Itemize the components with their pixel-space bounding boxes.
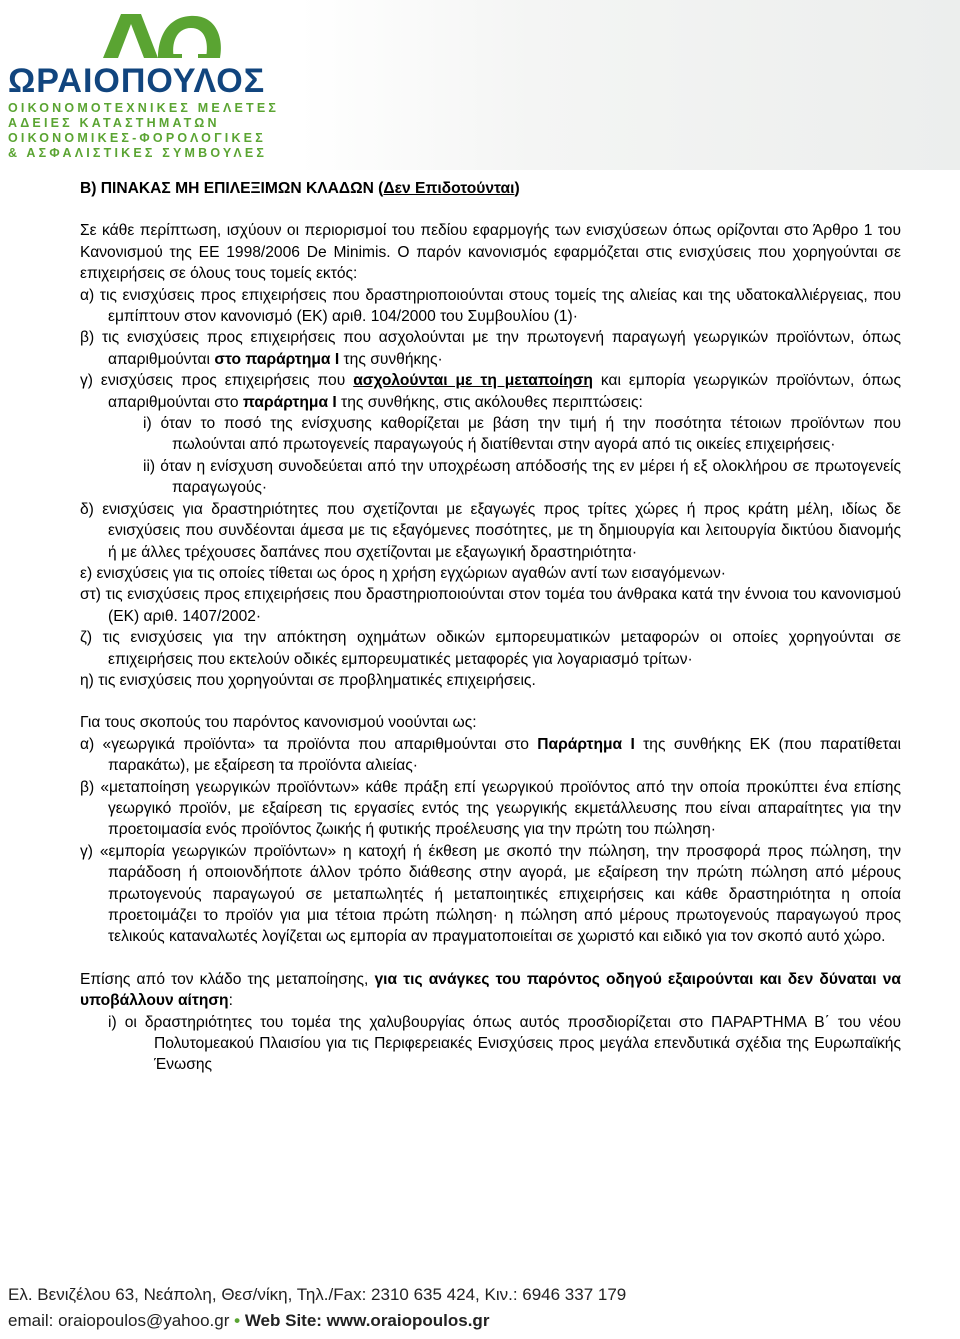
exclusion-c-bold: παράρτημα Ι <box>242 393 337 411</box>
exclusion-b-bold: στο παράρτημα Ι <box>214 350 340 368</box>
also-paragraph <box>80 969 901 1012</box>
footer-bullet: • <box>234 1311 241 1330</box>
exclusion-b <box>80 327 901 370</box>
exclusion-st: στ) τις ενισχύσεις προς επιχειρήσεις που δραστηριοποιούνται στον τομέα του άνθρακα κατά την έννοια του κανονισμού (ΕΚ) αριθ. 1407/2002· <box>80 586 901 625</box>
footer-email: email: oraiopoulos@yahoo.gr <box>8 1311 230 1330</box>
exclusion-c-end: της συνθήκης, στις ακόλουθες περιπτώσεις: <box>336 393 643 411</box>
definition-a-end: της συνθήκης ΕΚ (που παρατίθεται παρακάτω), με εξαίρεση τα προϊόντα αλιείας· <box>108 735 901 775</box>
definition-c: γ) «εμπορία γεωργικών προϊόντων» η κατοχή ή έκθεση με σκοπό την πώληση, την προσφορά προς πώληση, την παράδοση ή οποιονδήποτε άλλον τρόπο διάθεσης στην αγορά, με εξαίρεση την πρώτη πώληση από μέρους πρωτογενούς παραγωγού σε μεταπωλητές ή μεταποιητικές επιχειρήσεις και κάθε δραστηριότητα η οποία προετοιμάζει το προϊόν για μια τέτοια πρώτη πώληση· η πώληση από μέρους πρωτογενούς παραγωγού προς τελικούς καταναλωτές λογίζεται ως εμπορία αν πραγματοποιείται σε χωριστό και ειδικό για τον σκοπό αυτό χώρο. <box>80 842 901 946</box>
definition-a-bold: Παράρτημα Ι <box>537 735 635 753</box>
also-text: Επίσης από τον κλάδο της μεταποίησης, <box>80 970 375 988</box>
exclusion-c-mid: και εμπορία γεωργικών προϊόντων, όπως απαριθμούνται στο <box>108 372 901 411</box>
exclusion-c <box>80 370 901 413</box>
exclusion-b-text: β) τις ενισχύσεις προς επιχειρήσεις που ασχολούνται με την πρωτογενή παραγωγή γεωργικών προϊόντων, όπως απαριθμούνται <box>80 329 901 368</box>
exclusion-d: δ) ενισχύσεις για δραστηριότητες που σχετίζονται με εξαγωγές προς τρίτες χώρες ή προς κράτη μέλη, ιδίως δε ενισχύσεις που συνδέονται άμεσα με τις εξαγόμενες ποσότητες, με τη δημιουργία και λειτουργία δικτύου διανομής ή με άλλες τρέχουσες δαπάνες που σχετίζονται με εξαγωγική δραστηριότητα· <box>80 500 901 561</box>
document-body <box>80 178 901 1076</box>
also-bold: για τις ανάγκες του παρόντος οδηγού εξαιρούνται και δεν δύναται να υποβάλλουν αίτηση <box>80 970 901 1010</box>
also-end: : <box>228 992 233 1010</box>
heading-prefix: Β) ΠΙΝΑΚΑΣ ΜΗ ΕΠΙΛΕΞΙΜΩΝ ΚΛΑΔΩΝ ( <box>80 180 384 197</box>
tagline-line: ΑΔΕΙΕΣ ΚΑΤΑΣΤΗΜΑΤΩΝ <box>8 116 220 130</box>
intro-paragraph: Σε κάθε περίπτωση, ισχύουν οι περιορισμοί του πεδίου εφαρμογής των ενισχύσεων όπως ορίζονται στο Άρθρο 1 του Κανονισμού της ΕΕ 1998/2006 De Minimis. Ο παρόν κανονισμός εφαρμόζεται στις ενισχύσεις που χορηγούνται σε επιχειρήσεις σε όλους τους τομείς εκτός: <box>80 222 901 283</box>
also-item-i: i) οι δραστηριότητες του τομέα της χαλυβουργίας όπως αυτός προσδιορίζεται στο ΠΑΡΑΡΤΗΜΑ Β΄ του νέου Πολυτομεακού Πλαισίου για τις Περιφερειακές Ενισχύσεις προς μεγάλα επενδυτικά σχέδια της Ευρωπαϊκής Ένωσης <box>108 1013 901 1074</box>
footer-contact <box>8 1311 489 1331</box>
omega-logo-icon <box>8 4 288 66</box>
exclusion-h: η) τις ενισχύσεις που χορηγούνται σε προβληματικές επιχειρήσεις. <box>80 671 536 689</box>
definition-b: β) «μεταποίηση γεωργικών προϊόντων» κάθε πράξη επί γεωργικού προϊόντος από την οποία προκύπτει ένα επίσης γεωργικό προϊόν, με εξαίρεση τις εργασίες εντός της γεωργικής εκμετάλλευσης που είναι απαραίτητες για την προετοιμασία ενός προϊόντος ζωικής ή φυτικής προέλευσης για την πρώτη του πώληση· <box>80 778 901 839</box>
exclusion-c-ii: ii) όταν η ενίσχυση συνοδεύεται από την υποχρέωση απόδοσής της εν μέρει ή εξ ολοκλήρου σε πρωτογενείς παραγωγούς· <box>143 457 901 497</box>
brand-name: ΩΡΑΙΟΠΟΥΛΟΣ <box>8 62 266 100</box>
heading-underlined: Δεν Επιδοτούνται <box>383 180 515 197</box>
tagline-line: & ΑΣΦΑΛΙΣΤΙΚΕΣ ΣΥΜΒΟΥΛΕΣ <box>8 146 268 160</box>
tagline <box>8 101 279 161</box>
footer-address: Ελ. Βενιζέλου 63, Νεάπολη, Θεσ/νίκη, Τηλ./Fax: 2310 635 424, Κιν.: 6946 337 179 <box>8 1285 627 1304</box>
heading-suffix: ) <box>514 180 520 197</box>
exclusion-a: α) τις ενισχύσεις προς επιχειρήσεις που δραστηριοποιούνται στους τομείς της αλιείας και της υδατοκαλλιέργειας, που εμπίπτουν στον κανονισμό (ΕΚ) αριθ. 104/2000 του Συμβουλίου (1)· <box>80 286 901 326</box>
exclusion-b-end: της συνθήκης· <box>339 350 443 368</box>
company-logo <box>8 4 288 66</box>
exclusion-c-underlined: ασχολούνται με τη μεταποίηση <box>353 372 593 390</box>
footer-website: Web Site: www.oraiopoulos.gr <box>244 1311 490 1330</box>
tagline-line: ΟΙΚΟΝΟΜΟΤΕΧΝΙΚΕΣ ΜΕΛΕΤΕΣ <box>8 101 280 115</box>
definition-a <box>80 734 901 777</box>
tagline-line: ΟΙΚΟΝΟΜΙΚΕΣ-ΦΟΡΟΛΟΓΙΚΕΣ <box>8 131 266 145</box>
exclusion-z: ζ) τις ενισχύσεις για την απόκτηση οχημάτων οδικών εμπορευματικών μεταφορών οι οποίες χορηγούνται σε επιχειρήσεις που εκτελούν οδικές εμπορευματικές μεταφορές για λογαριασμό τρίτων· <box>80 629 901 668</box>
definitions-intro: Για τους σκοπούς του παρόντος κανονισμού νοούνται ως: <box>80 714 477 732</box>
section-heading <box>80 178 901 199</box>
definition-a-text: α) «γεωργικά προϊόντα» τα προϊόντα που απαριθμούνται στο <box>80 735 538 753</box>
exclusion-c-i: i) όταν το ποσό της ενίσχυσης καθορίζεται με βάση την τιμή ή την ποσότητα τέτοιων προϊόντων που πωλούνται από πρωτογενείς παραγωγούς ή διατίθενται στην αγορά από τις οικείες επιχειρήσεις· <box>143 415 901 454</box>
page-footer <box>0 1277 960 1339</box>
exclusion-e: ε) ενισχύσεις για τις οποίες τίθεται ως όρος η χρήση εγχώριων αγαθών αντί των εισαγόμενων· <box>80 564 726 582</box>
exclusion-c-text: γ) ενισχύσεις προς επιχειρήσεις που <box>80 372 354 390</box>
header-background <box>300 0 960 170</box>
